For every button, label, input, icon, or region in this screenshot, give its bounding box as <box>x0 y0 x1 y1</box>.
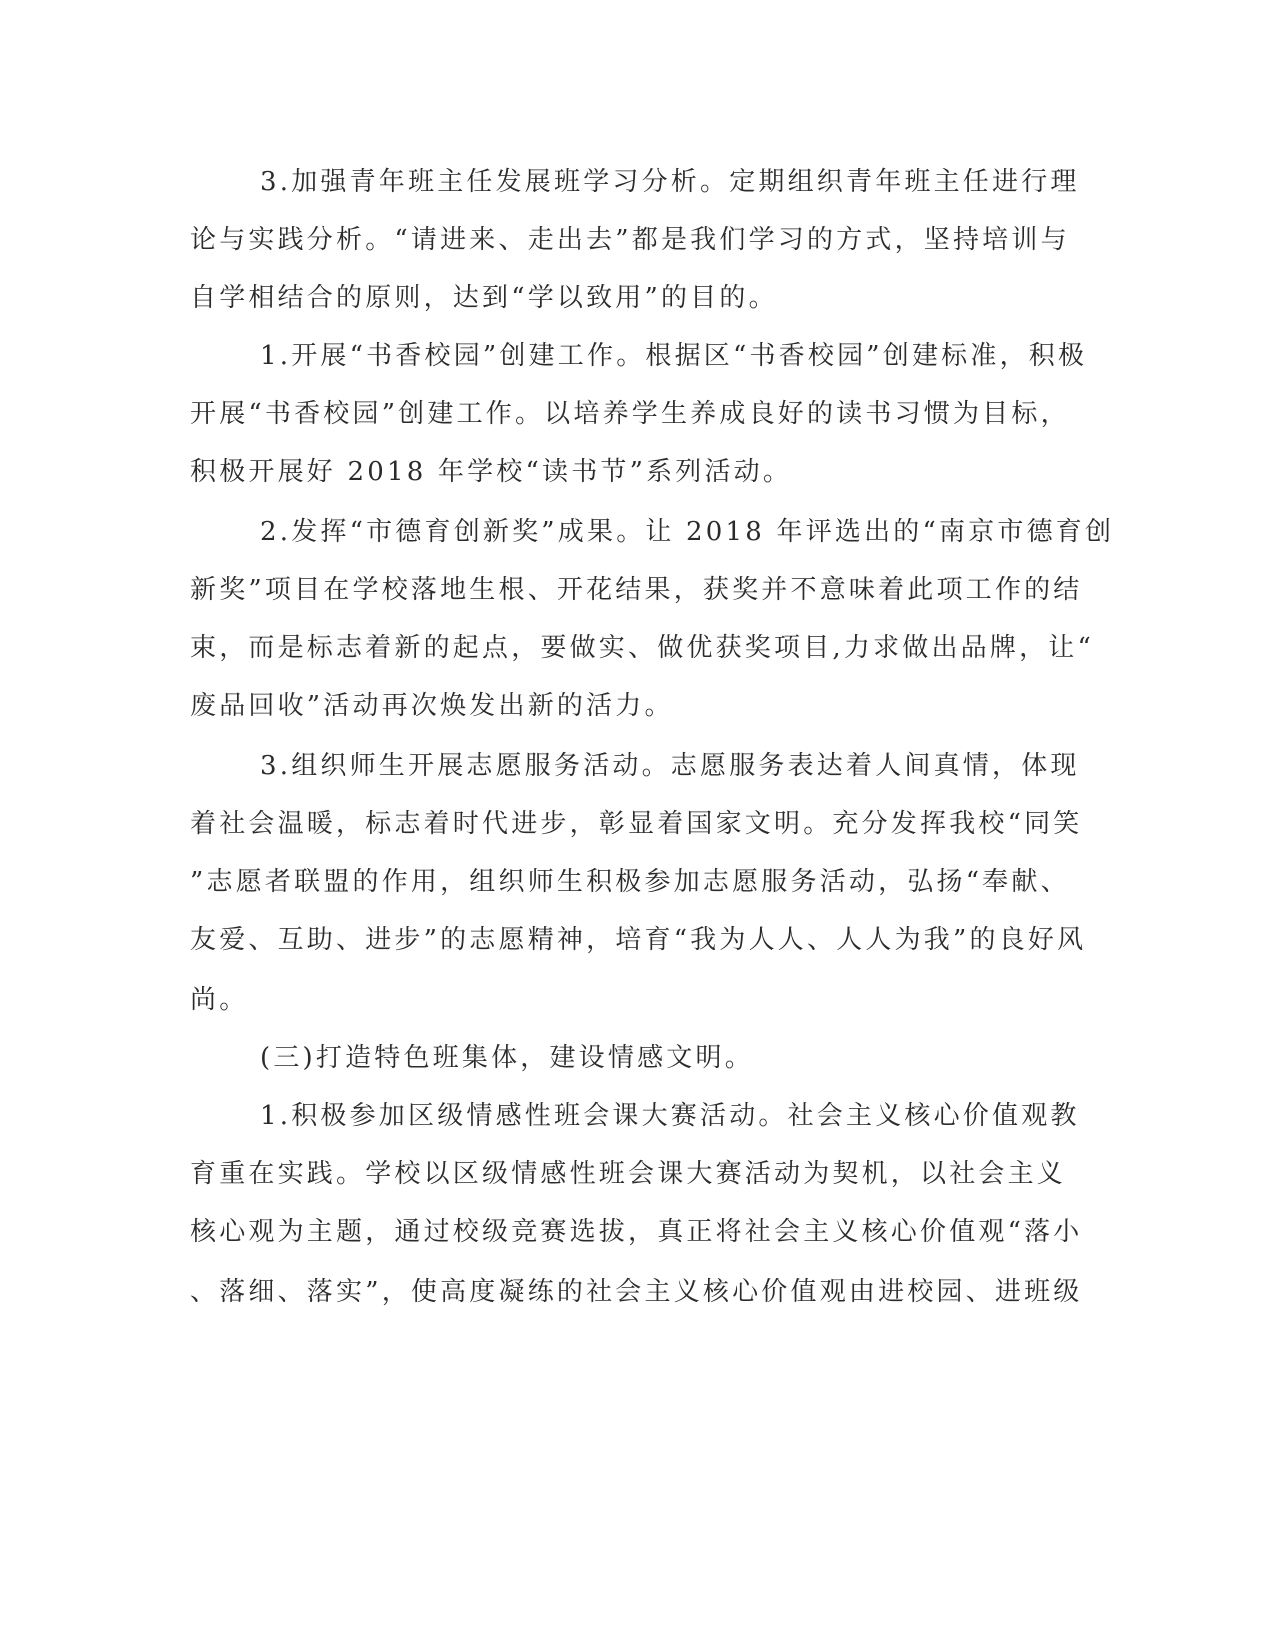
paragraph-line: 育重在实践。学校以区级情感性班会课大赛活动为契机，以社会主义 <box>190 1159 1067 1189</box>
paragraph-line: 积极开展好 2018 年学校“读书节”系列活动。 <box>190 457 793 487</box>
paragraph-line: 自学相结合的原则，达到“学以致用”的目的。 <box>190 283 778 313</box>
paragraph-line: 、落细、落实”，使高度凝练的社会主义核心价值观由进校园、进班级 <box>190 1277 1083 1307</box>
paragraph-line: 废品回收”活动再次焕发出新的活力。 <box>190 691 674 721</box>
paragraph-line: 开展“书香校园”创建工作。以培养学生养成良好的读书习惯为目标， <box>190 399 1070 429</box>
paragraph-line: 1.积极参加区级情感性班会课大赛活动。社会主义核心价值观教 <box>260 1101 1080 1131</box>
paragraph-line: 尚。 <box>190 985 249 1015</box>
section-heading: (三)打造特色班集体，建设情感文明。 <box>260 1043 754 1073</box>
paragraph-line: 核心观为主题，通过校级竞赛选拔，真正将社会主义核心价值观“落小 <box>190 1217 1083 1247</box>
paragraph-line: 3.组织师生开展志愿服务活动。志愿服务表达着人间真情，体现 <box>260 751 1080 781</box>
paragraph-line: 着社会温暖，标志着时代进步，彰显着国家文明。充分发挥我校“同笑 <box>190 809 1083 839</box>
paragraph-line: ”志愿者联盟的作用，组织师生积极参加志愿服务活动，弘扬“奉献、 <box>190 867 1070 897</box>
paragraph-line: 3.加强青年班主任发展班学习分析。定期组织青年班主任进行理 <box>260 167 1080 197</box>
paragraph-line: 1.开展“书香校园”创建工作。根据区“书香校园”创建标准，积极 <box>260 341 1088 371</box>
paragraph-line: 束，而是标志着新的起点，要做实、做优获奖项目,力求做出品牌，让“ <box>190 633 1094 663</box>
paragraph-line: 2.发挥“市德育创新奖”成果。让 2018 年评选出的“南京市德育创 <box>260 517 1115 547</box>
paragraph-line: 友爱、互助、进步”的志愿精神，培育“我为人人、人人为我”的良好风 <box>190 925 1087 955</box>
paragraph-line: 论与实践分析。“请进来、走出去”都是我们学习的方式，坚持培训与 <box>190 225 1070 255</box>
paragraph-line: 新奖”项目在学校落地生根、开花结果，获奖并不意味着此项工作的结 <box>190 575 1083 605</box>
